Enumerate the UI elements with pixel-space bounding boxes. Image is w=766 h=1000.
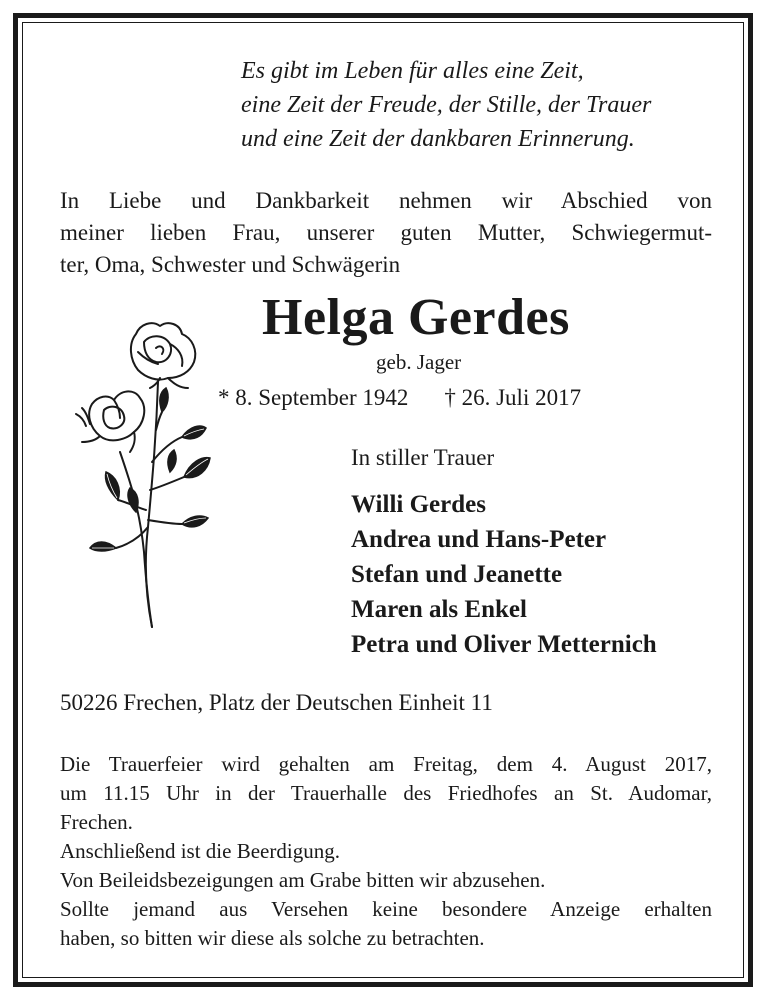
address: 50226 Frechen, Platz der Deutschen Einheit 11	[60, 690, 493, 715]
notice-line: Die Trauerfeier wird gehalten am Freitag, dem 4. August 2017,	[60, 752, 712, 776]
mourning-label: In stiller Trauer	[351, 445, 495, 470]
verse-line: Es gibt im Leben für alles eine Zeit,	[241, 58, 584, 84]
notice-line: Anschließend ist die Beerdigung.	[60, 839, 340, 863]
death-date: † 26. Juli 2017	[444, 385, 582, 410]
rose-icon	[60, 312, 215, 632]
family-member: Willi Gerdes	[351, 491, 486, 518]
notice-line: Sollte jemand aus Versehen keine besondere Anzeige erhalten	[60, 897, 712, 921]
funeral-notice	[60, 750, 712, 953]
notice-line: um 11.15 Uhr in der Trauerhalle des Friedhofes an St. Audomar,	[60, 781, 712, 805]
maiden-name: geb. Jager	[376, 350, 462, 374]
intro-text	[60, 185, 712, 281]
family-member: Andrea und Hans-Peter	[351, 526, 607, 553]
family-member: Stefan und Jeanette	[351, 561, 563, 588]
intro-line: ter, Oma, Schwester und Schwägerin	[60, 252, 401, 277]
family-member: Petra und Oliver Metternich	[351, 631, 657, 658]
family-list	[351, 487, 657, 662]
verse-line: eine Zeit der Freude, der Stille, der Trauer	[241, 92, 652, 118]
notice-line: Von Beileidsbezeigungen am Grabe bitten wir abzusehen.	[60, 868, 546, 892]
intro-line: In Liebe und Dankbarkeit nehmen wir Abschied von	[60, 188, 712, 213]
deceased-name: Helga Gerdes	[262, 289, 570, 346]
notice-line: haben, so bitten wir diese als solche zu betrachten.	[60, 926, 485, 950]
verse	[241, 54, 651, 156]
life-dates	[218, 385, 581, 411]
family-member: Maren als Enkel	[351, 596, 527, 623]
intro-line: meiner lieben Frau, unserer guten Mutter, Schwiegermut-	[60, 220, 712, 245]
verse-line: und eine Zeit der dankbaren Erinnerung.	[241, 126, 635, 152]
notice-line: Frechen.	[60, 810, 133, 834]
birth-date: * 8. September 1942	[218, 385, 409, 410]
